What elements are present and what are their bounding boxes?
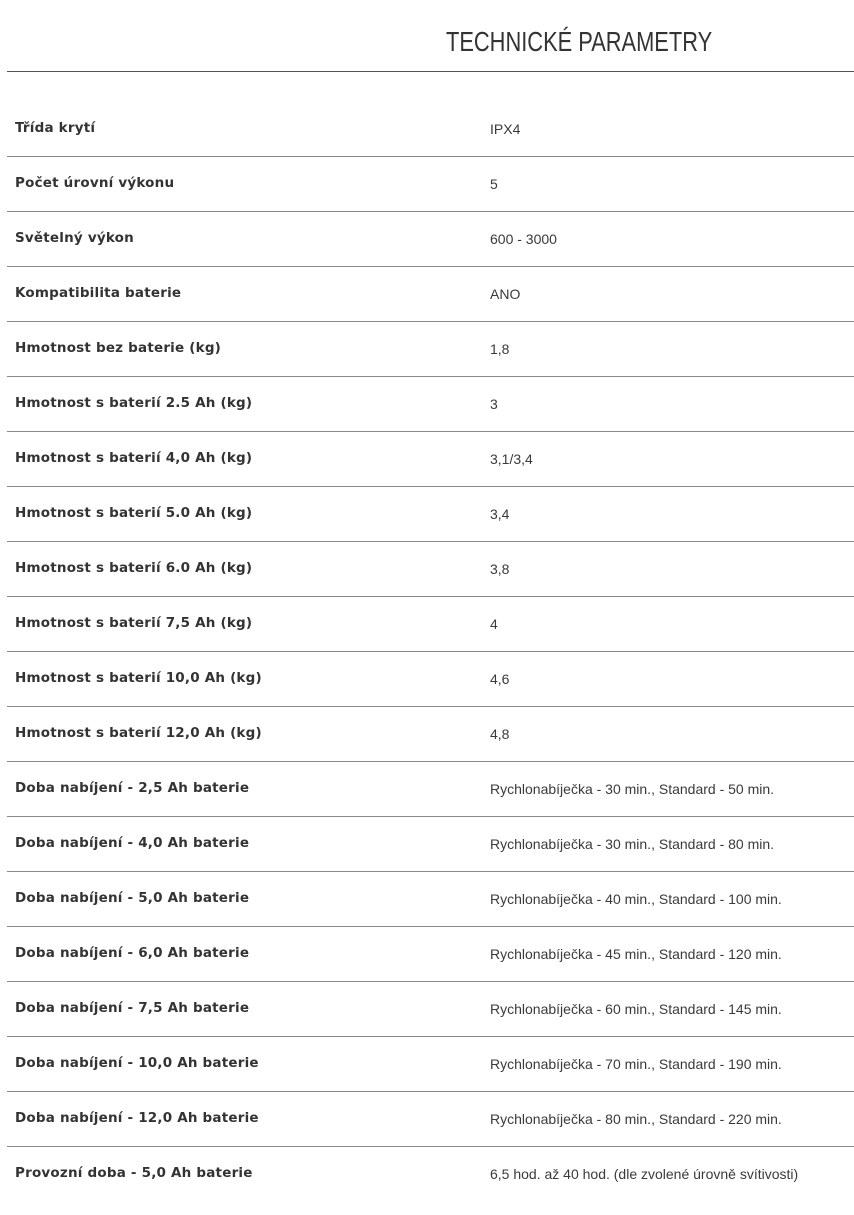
spec-value: Rychlonabíječka - 30 min., Standard - 80 min. — [490, 836, 775, 852]
spec-label: Hmotnost s baterií 2.5 Ah (kg) — [15, 395, 253, 411]
table-row — [7, 267, 854, 322]
spec-label: Hmotnost s baterií 12,0 Ah (kg) — [15, 725, 262, 741]
spec-label: Kompatibilita baterie — [15, 285, 182, 301]
spec-value: 3,8 — [490, 561, 510, 577]
spec-value: 1,8 — [490, 341, 510, 357]
table-row — [7, 377, 854, 432]
spec-label: Doba nabíjení - 10,0 Ah baterie — [15, 1055, 259, 1071]
table-row — [7, 322, 854, 377]
table-row — [7, 1147, 854, 1202]
spec-label: Světelný výkon — [15, 230, 134, 246]
table-row — [7, 487, 854, 542]
spec-value: 4,8 — [490, 726, 510, 742]
spec-value: Rychlonabíječka - 30 min., Standard - 50 min. — [490, 781, 775, 797]
spec-label: Hmotnost s baterií 7,5 Ah (kg) — [15, 615, 253, 631]
table-row — [7, 872, 854, 927]
table-row — [7, 1092, 854, 1147]
spec-value: Rychlonabíječka - 70 min., Standard - 190 min. — [490, 1056, 782, 1072]
table-row — [7, 212, 854, 267]
section-header — [7, 0, 854, 72]
table-row — [7, 652, 854, 707]
table-row — [7, 982, 854, 1037]
spec-label: Hmotnost s baterií 5.0 Ah (kg) — [15, 505, 253, 521]
table-row — [7, 1037, 854, 1092]
spec-value: Rychlonabíječka - 80 min., Standard - 220 min. — [490, 1111, 782, 1127]
spec-label: Doba nabíjení - 7,5 Ah baterie — [15, 1000, 250, 1016]
table-row — [7, 817, 854, 872]
spec-label: Doba nabíjení - 2,5 Ah baterie — [15, 780, 250, 796]
spec-value: Rychlonabíječka - 40 min., Standard - 100 min. — [490, 891, 782, 907]
spec-value: 3 — [490, 396, 498, 412]
table-row — [7, 707, 854, 762]
spec-label: Doba nabíjení - 5,0 Ah baterie — [15, 890, 250, 906]
table-row — [7, 597, 854, 652]
spec-value: 600 - 3000 — [490, 231, 557, 247]
spec-value: 6,5 hod. až 40 hod. (dle zvolené úrovně svítivosti) — [490, 1166, 799, 1182]
spec-label: Počet úrovní výkonu — [15, 175, 175, 191]
table-row — [7, 102, 854, 157]
spec-value: 5 — [490, 176, 498, 192]
spec-value: ANO — [490, 286, 521, 302]
page-title: TECHNICKÉ PARAMETRY — [446, 26, 713, 57]
spec-label: Třída krytí — [15, 120, 96, 136]
table-row — [7, 432, 854, 487]
spec-value: 4,6 — [490, 671, 510, 687]
spec-value: 4 — [490, 616, 498, 632]
spec-label: Doba nabíjení - 6,0 Ah baterie — [15, 945, 250, 961]
spec-value: Rychlonabíječka - 45 min., Standard - 120 min. — [490, 946, 782, 962]
table-row — [7, 157, 854, 212]
spec-label: Doba nabíjení - 4,0 Ah baterie — [15, 835, 250, 851]
spec-label: Provozní doba - 5,0 Ah baterie — [15, 1165, 253, 1181]
spec-value: IPX4 — [490, 121, 521, 137]
table-row — [7, 927, 854, 982]
table-row — [7, 542, 854, 597]
spec-label: Hmotnost s baterií 6.0 Ah (kg) — [15, 560, 253, 576]
spec-table — [7, 102, 854, 1202]
spec-label: Hmotnost bez baterie (kg) — [15, 340, 222, 356]
spec-label: Hmotnost s baterií 10,0 Ah (kg) — [15, 670, 262, 686]
spec-value: 3,1/3,4 — [490, 451, 533, 467]
spec-value: 3,4 — [490, 506, 510, 522]
table-row — [7, 762, 854, 817]
spec-label: Doba nabíjení - 12,0 Ah baterie — [15, 1110, 259, 1126]
spec-label: Hmotnost s baterií 4,0 Ah (kg) — [15, 450, 253, 466]
spec-value: Rychlonabíječka - 60 min., Standard - 145 min. — [490, 1001, 782, 1017]
